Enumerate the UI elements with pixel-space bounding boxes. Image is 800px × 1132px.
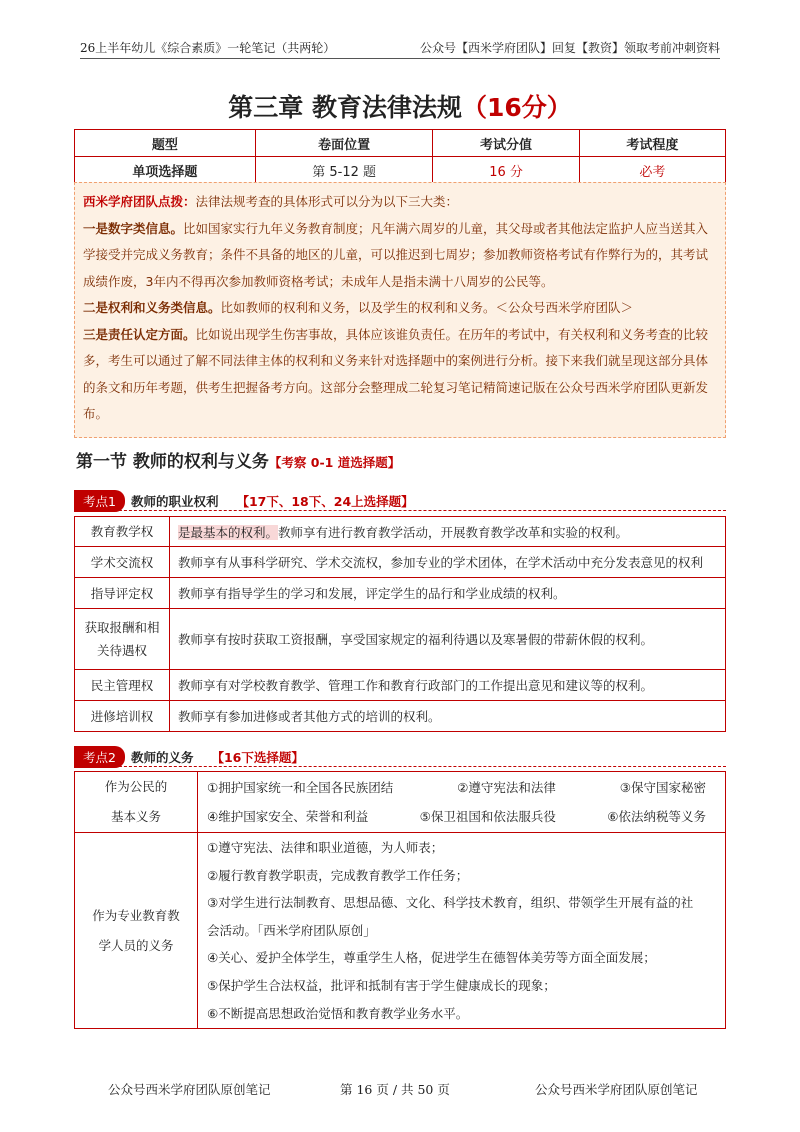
key-point-1-name: 教师的职业权利 [130, 494, 219, 509]
footer-left: 公众号西米学府团队原创笔记 [108, 1082, 271, 1097]
list-item: ②履行教育教学职责，完成教育教学工作任务； [207, 867, 469, 883]
right-name: 教育教学权 [75, 517, 170, 547]
page-header [80, 38, 720, 59]
duty-category-line: 作为公民的 [104, 779, 168, 794]
right-desc: 教师享有参加进修或者其他方式的培训的权利。 [170, 701, 726, 732]
tip-p2-text: 比如教师的权利和义务，以及学生的权利和义务。＜公众号西米学府团队＞ [220, 300, 634, 315]
key-point-2-years: 【16下选择题】 [211, 750, 304, 765]
table-row [75, 833, 726, 1029]
tip-paragraph-3 [83, 322, 717, 428]
list-item: ④关心、爱护全体学生，尊重学生人格，促进学生在德智体美劳等方面全面发展； [207, 950, 656, 966]
teacher-duty-table [74, 771, 726, 1029]
duty-category-line: 学人员的义务 [98, 937, 174, 953]
key-point-1 [74, 490, 414, 512]
list-item: ①拥护国家统一和全国各民族团结 [207, 780, 394, 795]
right-name: 进修培训权 [75, 701, 170, 732]
right-name: 民主管理权 [75, 670, 170, 701]
meta-header-cell: 卷面位置 [255, 130, 433, 157]
tip-paragraph-2 [83, 295, 717, 322]
meta-cell-level: 必考 [579, 157, 725, 184]
duty-category-line: 基本义务 [110, 809, 161, 824]
tip-p3-label: 三是责任认定方面。 [83, 326, 196, 342]
header-left: 26上半年幼儿《综合素质》一轮笔记（共两轮） [80, 41, 336, 55]
table-row [75, 670, 726, 701]
tip-intro [83, 189, 717, 216]
meta-cell-score: 16 分 [433, 157, 579, 184]
header-right: 公众号【西米学府团队】回复【教资】领取考前冲刺资料 [419, 41, 720, 55]
list-item: ③对学生进行法制教育、思想品德、文化、科学技术教育，组织、带领学生开展有益的社 [207, 895, 694, 911]
key-point-2-divider [74, 766, 726, 767]
tip-paragraph-1 [83, 216, 717, 296]
meta-header-cell: 考试分值 [433, 130, 579, 157]
right-desc: 教师享有指导学生的学习和发展，评定学生的品行和学业成绩的权利。 [170, 578, 726, 609]
duty-row [199, 773, 724, 802]
key-point-1-years: 【17下、18下、24上选择题】 [236, 494, 414, 509]
list-item: ⑥依法纳税等义务 [607, 809, 706, 824]
list-item: ①遵守宪法、法律和职业道德，为人师表； [207, 840, 444, 855]
tip-p1-text: 比如国家实行九年义务教育制度；凡年满六周岁的儿童，其父母或者其他法定监护人应当送其入学接受并完成义务教育；条件不具备的地区的儿童，可以推迟到七周岁；参加教师资格考试有作弊行为的，其考试成绩作废，3年内不得再次参加教师资格考试；未成年人是指未满十八周岁的公民等。 [83, 220, 709, 289]
key-point-1-divider [74, 510, 726, 511]
meta-header-row [75, 130, 726, 157]
duty-row [199, 802, 724, 831]
footer-right: 公众号西米学府团队原创笔记 [535, 1082, 698, 1097]
meta-cell-type: 单项选择题 [75, 157, 256, 184]
right-desc-text: 教师享有进行教育教学活动，开展教育教学改革和实验的权利。 [278, 524, 629, 540]
tip-p2-label: 二是权利和义务类信息。 [83, 300, 221, 315]
right-name: 指导评定权 [75, 578, 170, 609]
key-point-2-name: 教师的义务 [130, 750, 194, 765]
team-tip-box [74, 182, 726, 438]
list-item: ④维护国家安全、荣誉和利益 [207, 809, 369, 824]
key-point-1-pill: 考点1 [74, 490, 125, 512]
duty-category [75, 833, 198, 1029]
tip-p3-text: 比如说出现学生伤害事故，具体应该谁负责任。在历年的考试中，有关权利和义务考查的比较多，考生可以通过了解不同法律主体的权利和义务来针对选择题中的案例进行分析。接下来我们就呈现这部分具体的条文和历年考题，供考生把握备考方向。这部分会整理成二轮复习笔记精简速记版在公众号西米学府团队更新发布。 [83, 326, 709, 421]
list-item: ③保守国家秘密 [619, 780, 706, 795]
right-name: 获取报酬和相关待遇权 [75, 609, 170, 670]
tip-intro-text: 法律法规考查的具体形式可以分为以下三大类： [195, 194, 459, 209]
meta-value-row [75, 157, 726, 184]
meta-header-cell: 题型 [75, 130, 256, 157]
table-row [75, 578, 726, 609]
section-tag: 【考察 0-1 道选择题】 [268, 455, 401, 470]
duty-category [75, 772, 198, 833]
list-item: ⑥不断提高思想政治觉悟和教育教学业务水平。 [207, 1005, 469, 1021]
exam-meta-table [74, 129, 726, 184]
section-title [76, 447, 400, 472]
chapter-score: （16分） [461, 93, 572, 122]
list-item: ⑤保护学生合法权益，批评和抵制有害于学生健康成长的现象； [207, 977, 556, 993]
duty-category-line: 作为专业教育教 [92, 907, 180, 923]
tip-p1-label: 一是数字类信息。 [83, 220, 184, 236]
right-desc: 教师享有对学校教育教学、管理工作和教育行政部门的工作提出意见和建议等的权利。 [170, 670, 726, 701]
meta-header-cell: 考试程度 [579, 130, 725, 157]
table-row [75, 701, 726, 732]
right-highlight: 是最基本的权利。 [178, 524, 279, 540]
list-item: 会活动。「西米学府团队原创」 [207, 922, 376, 938]
right-desc: 教师享有按时获取工资报酬，享受国家规定的福利待遇以及寒暑假的带薪休假的权利。 [170, 609, 726, 670]
table-row [75, 609, 726, 670]
chapter-title [0, 88, 800, 124]
list-item: ⑤保卫祖国和依法服兵役 [419, 809, 556, 824]
key-point-2-pill: 考点2 [74, 746, 125, 768]
teacher-rights-table [74, 516, 726, 732]
table-row [75, 517, 726, 547]
right-desc: 教师享有从事科学研究、学术交流权，参加专业的学术团体，在学术活动中充分发表意见的权利 [170, 547, 726, 578]
professional-duty-list [198, 833, 726, 1029]
list-item: ②遵守宪法和法律 [457, 780, 556, 795]
right-name: 学术交流权 [75, 547, 170, 578]
citizen-duty-list [198, 772, 726, 833]
section-title-text: 第一节 教师的权利与义务 [76, 452, 269, 472]
key-point-2 [74, 746, 304, 768]
table-row [75, 547, 726, 578]
right-desc [170, 517, 726, 547]
table-row [75, 772, 726, 833]
meta-cell-position: 第 5-12 题 [255, 157, 433, 184]
tip-label: 西米学府团队点拨： [83, 194, 196, 209]
page-number: 第 16 页 / 共 50 页 [340, 1082, 450, 1097]
chapter-title-main: 第三章 教育法律法规 [228, 93, 462, 122]
